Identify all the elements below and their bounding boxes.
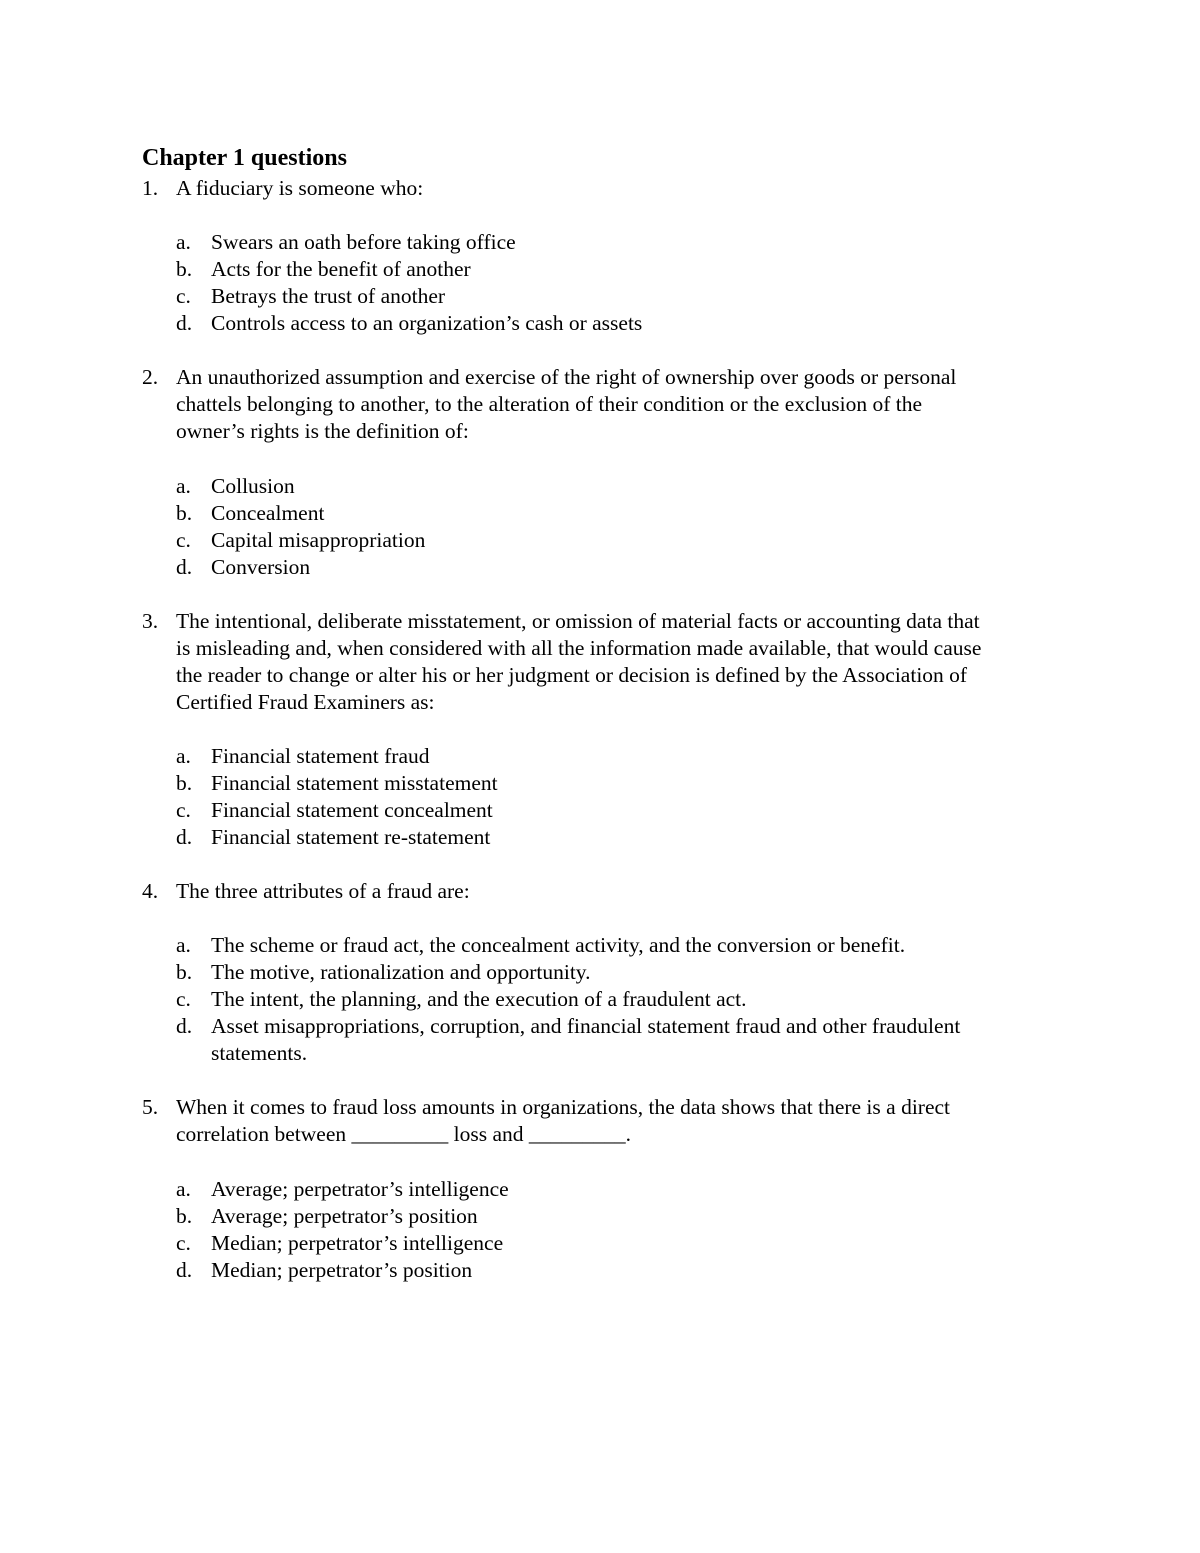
question-text: is misleading and, when considered with all the information made available, that would cause	[176, 636, 982, 660]
question-text: The intentional, deliberate misstatement, or omission of material facts or accounting data that	[176, 609, 980, 633]
option-text: Asset misappropriations, corruption, and financial statement fraud and other fraudulent	[211, 1014, 961, 1038]
option-letter: b.	[176, 771, 193, 795]
question-text: the reader to change or alter his or her judgment or decision is defined by the Association of	[176, 663, 968, 687]
option-text: The motive, rationalization and opportunity.	[211, 960, 591, 984]
option-text: Collusion	[211, 474, 295, 498]
option-text: Average; perpetrator’s position	[211, 1204, 478, 1228]
question-text: correlation between _________ loss and _________.	[176, 1122, 631, 1146]
option-letter: d.	[176, 555, 193, 579]
question-text: owner’s rights is the definition of:	[176, 419, 469, 443]
option-text: Median; perpetrator’s intelligence	[211, 1231, 504, 1255]
option-letter: d.	[176, 1014, 193, 1038]
option-text: Financial statement re-statement	[211, 825, 491, 849]
option-text: Average; perpetrator’s intelligence	[211, 1177, 509, 1201]
option-text: Median; perpetrator’s position	[211, 1258, 473, 1282]
question-text: Certified Fraud Examiners as:	[176, 690, 435, 714]
option-letter: a.	[176, 744, 191, 768]
option-letter: b.	[176, 501, 193, 525]
option-letter: b.	[176, 1204, 193, 1228]
option-text: Controls access to an organization’s cash or assets	[211, 311, 643, 335]
question-text: chattels belonging to another, to the alteration of their condition or the exclusion of the	[176, 392, 923, 416]
question-number: 3.	[142, 609, 159, 633]
option-letter: b.	[176, 960, 193, 984]
option-text: Concealment	[211, 501, 325, 525]
option-text: Acts for the benefit of another	[211, 257, 471, 281]
question-text: An unauthorized assumption and exercise of the right of ownership over goods or personal	[176, 365, 957, 389]
option-letter: b.	[176, 257, 193, 281]
option-letter: d.	[176, 311, 193, 335]
option-letter: a.	[176, 230, 191, 254]
question-number: 1.	[142, 176, 159, 200]
question-number: 2.	[142, 365, 159, 389]
question-number: 4.	[142, 879, 159, 903]
page-title: Chapter 1 questions	[142, 145, 347, 171]
option-letter: c.	[176, 528, 191, 552]
option-text: The scheme or fraud act, the concealment activity, and the conversion or benefit.	[211, 933, 906, 957]
option-text: Financial statement concealment	[211, 798, 493, 822]
question-text: When it comes to fraud loss amounts in organizations, the data shows that there is a direct	[176, 1095, 951, 1119]
option-letter: a.	[176, 474, 191, 498]
option-letter: a.	[176, 933, 191, 957]
option-letter: c.	[176, 1231, 191, 1255]
question-number: 5.	[142, 1095, 159, 1119]
option-text: Conversion	[211, 555, 311, 579]
option-letter: d.	[176, 1258, 193, 1282]
option-letter: c.	[176, 284, 191, 308]
option-text: Financial statement fraud	[211, 744, 430, 768]
option-letter: a.	[176, 1177, 191, 1201]
question-text: A fiduciary is someone who:	[176, 176, 424, 200]
option-letter: d.	[176, 825, 193, 849]
option-text: Capital misappropriation	[211, 528, 426, 552]
option-letter: c.	[176, 987, 191, 1011]
option-text: Financial statement misstatement	[211, 771, 498, 795]
option-text: statements.	[211, 1041, 308, 1065]
option-letter: c.	[176, 798, 191, 822]
question-text: The three attributes of a fraud are:	[176, 879, 470, 903]
option-text: The intent, the planning, and the execution of a fraudulent act.	[211, 987, 747, 1011]
option-text: Swears an oath before taking office	[211, 230, 516, 254]
option-text: Betrays the trust of another	[211, 284, 446, 308]
